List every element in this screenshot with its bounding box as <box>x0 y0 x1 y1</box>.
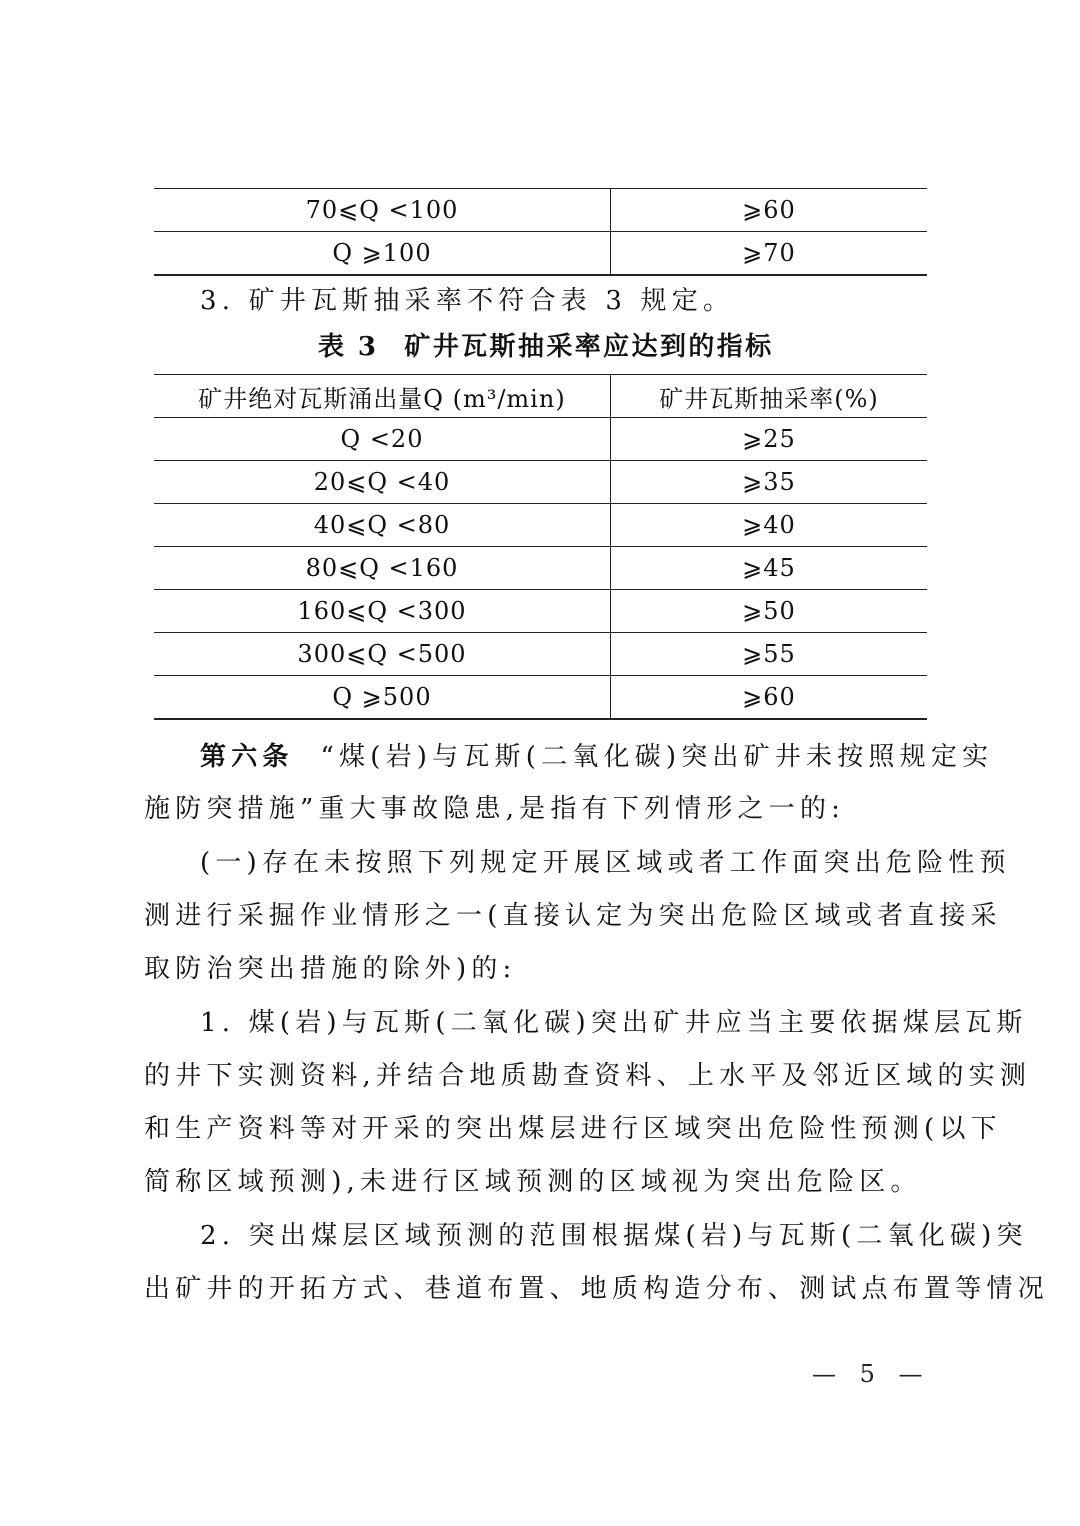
table-row <box>154 461 927 504</box>
point-1-line-3: 和生产资料等对开采的突出煤层进行区域突出危险性预测(以下 <box>144 1114 1002 1144</box>
table-cell: ⩾35 <box>611 461 928 504</box>
table-cell: Q ⩾100 <box>154 232 611 276</box>
table-row <box>154 590 927 633</box>
table-row <box>154 418 927 461</box>
table-row <box>154 189 927 232</box>
table-cell: 300⩽Q <500 <box>154 633 611 676</box>
table-cell: ⩾55 <box>611 633 928 676</box>
point-2-line-2: 出矿井的开拓方式、巷道布置、地质构造分布、测试点布置等情况 <box>144 1274 1049 1304</box>
clause-1-line-2: 测进行采掘作业情形之一(直接认定为突出危险区域或者直接采 <box>144 901 1002 931</box>
table-cell: ⩾45 <box>611 547 928 590</box>
point-1-line-1: 1. 煤(岩)与瓦斯(二氧化碳)突出矿井应当主要依据煤层瓦斯 <box>200 1008 1028 1038</box>
table-cell: Q ⩾500 <box>154 676 611 720</box>
table-cell: 160⩽Q <300 <box>154 590 611 633</box>
point-2-line-1: 2. 突出煤层区域预测的范围根据煤(岩)与瓦斯(二氧化碳)突 <box>200 1221 1028 1251</box>
table-cell: ⩾60 <box>611 676 928 720</box>
table-cell: ⩾70 <box>611 232 928 276</box>
point-1-line-2: 的井下实测资料,并结合地质勘查资料、上水平及邻近区域的实测 <box>144 1061 1032 1091</box>
table-row <box>154 547 927 590</box>
clause-1-line-3: 取防治突出措施的除外)的: <box>144 954 517 984</box>
table-3-caption-title: 矿井瓦斯抽采率应达到的指标 <box>404 332 774 362</box>
clause-1-line-1: (一)存在未按照下列规定开展区域或者工作面突出危险性预 <box>200 848 1011 878</box>
table-row <box>154 676 927 720</box>
article-6-heading: 第六条 <box>200 742 294 772</box>
article-6-line-2: 施防突措施”重大事故隐患,是指有下列情形之一的: <box>144 794 846 824</box>
table-row <box>154 504 927 547</box>
table-3-caption-number: 表 3 <box>318 332 379 362</box>
page-number: — 5 — <box>812 1360 931 1388</box>
table-cell: 20⩽Q <40 <box>154 461 611 504</box>
table-header-row <box>154 375 927 418</box>
article-6-text: “煤(岩)与瓦斯(二氧化碳)突出矿井未按照规定实 <box>320 742 994 772</box>
table-cell: 80⩽Q <160 <box>154 547 611 590</box>
table-row <box>154 633 927 676</box>
table-cell: ⩾40 <box>611 504 928 547</box>
table-cell: ⩾60 <box>611 189 928 232</box>
table-cell: 70⩽Q <100 <box>154 189 611 232</box>
table-header-cell: 矿井绝对瓦斯涌出量Q (m³/min) <box>154 375 611 418</box>
table-cell: Q <20 <box>154 418 611 461</box>
item-3-text: 3. 矿井瓦斯抽采率不符合表 3 规定。 <box>200 286 735 316</box>
table-3 <box>154 374 927 720</box>
table-row <box>154 232 927 276</box>
table-cell: ⩾50 <box>611 590 928 633</box>
table-cell: ⩾25 <box>611 418 928 461</box>
article-6-line-1 <box>200 740 994 774</box>
table-cell: 40⩽Q <80 <box>154 504 611 547</box>
table-3-caption <box>318 330 774 364</box>
table-header-cell: 矿井瓦斯抽采率(%) <box>611 375 928 418</box>
point-1-line-4: 简称区域预测),未进行区域预测的区域视为突出危险区。 <box>144 1167 922 1197</box>
table-2-continued <box>154 188 927 276</box>
